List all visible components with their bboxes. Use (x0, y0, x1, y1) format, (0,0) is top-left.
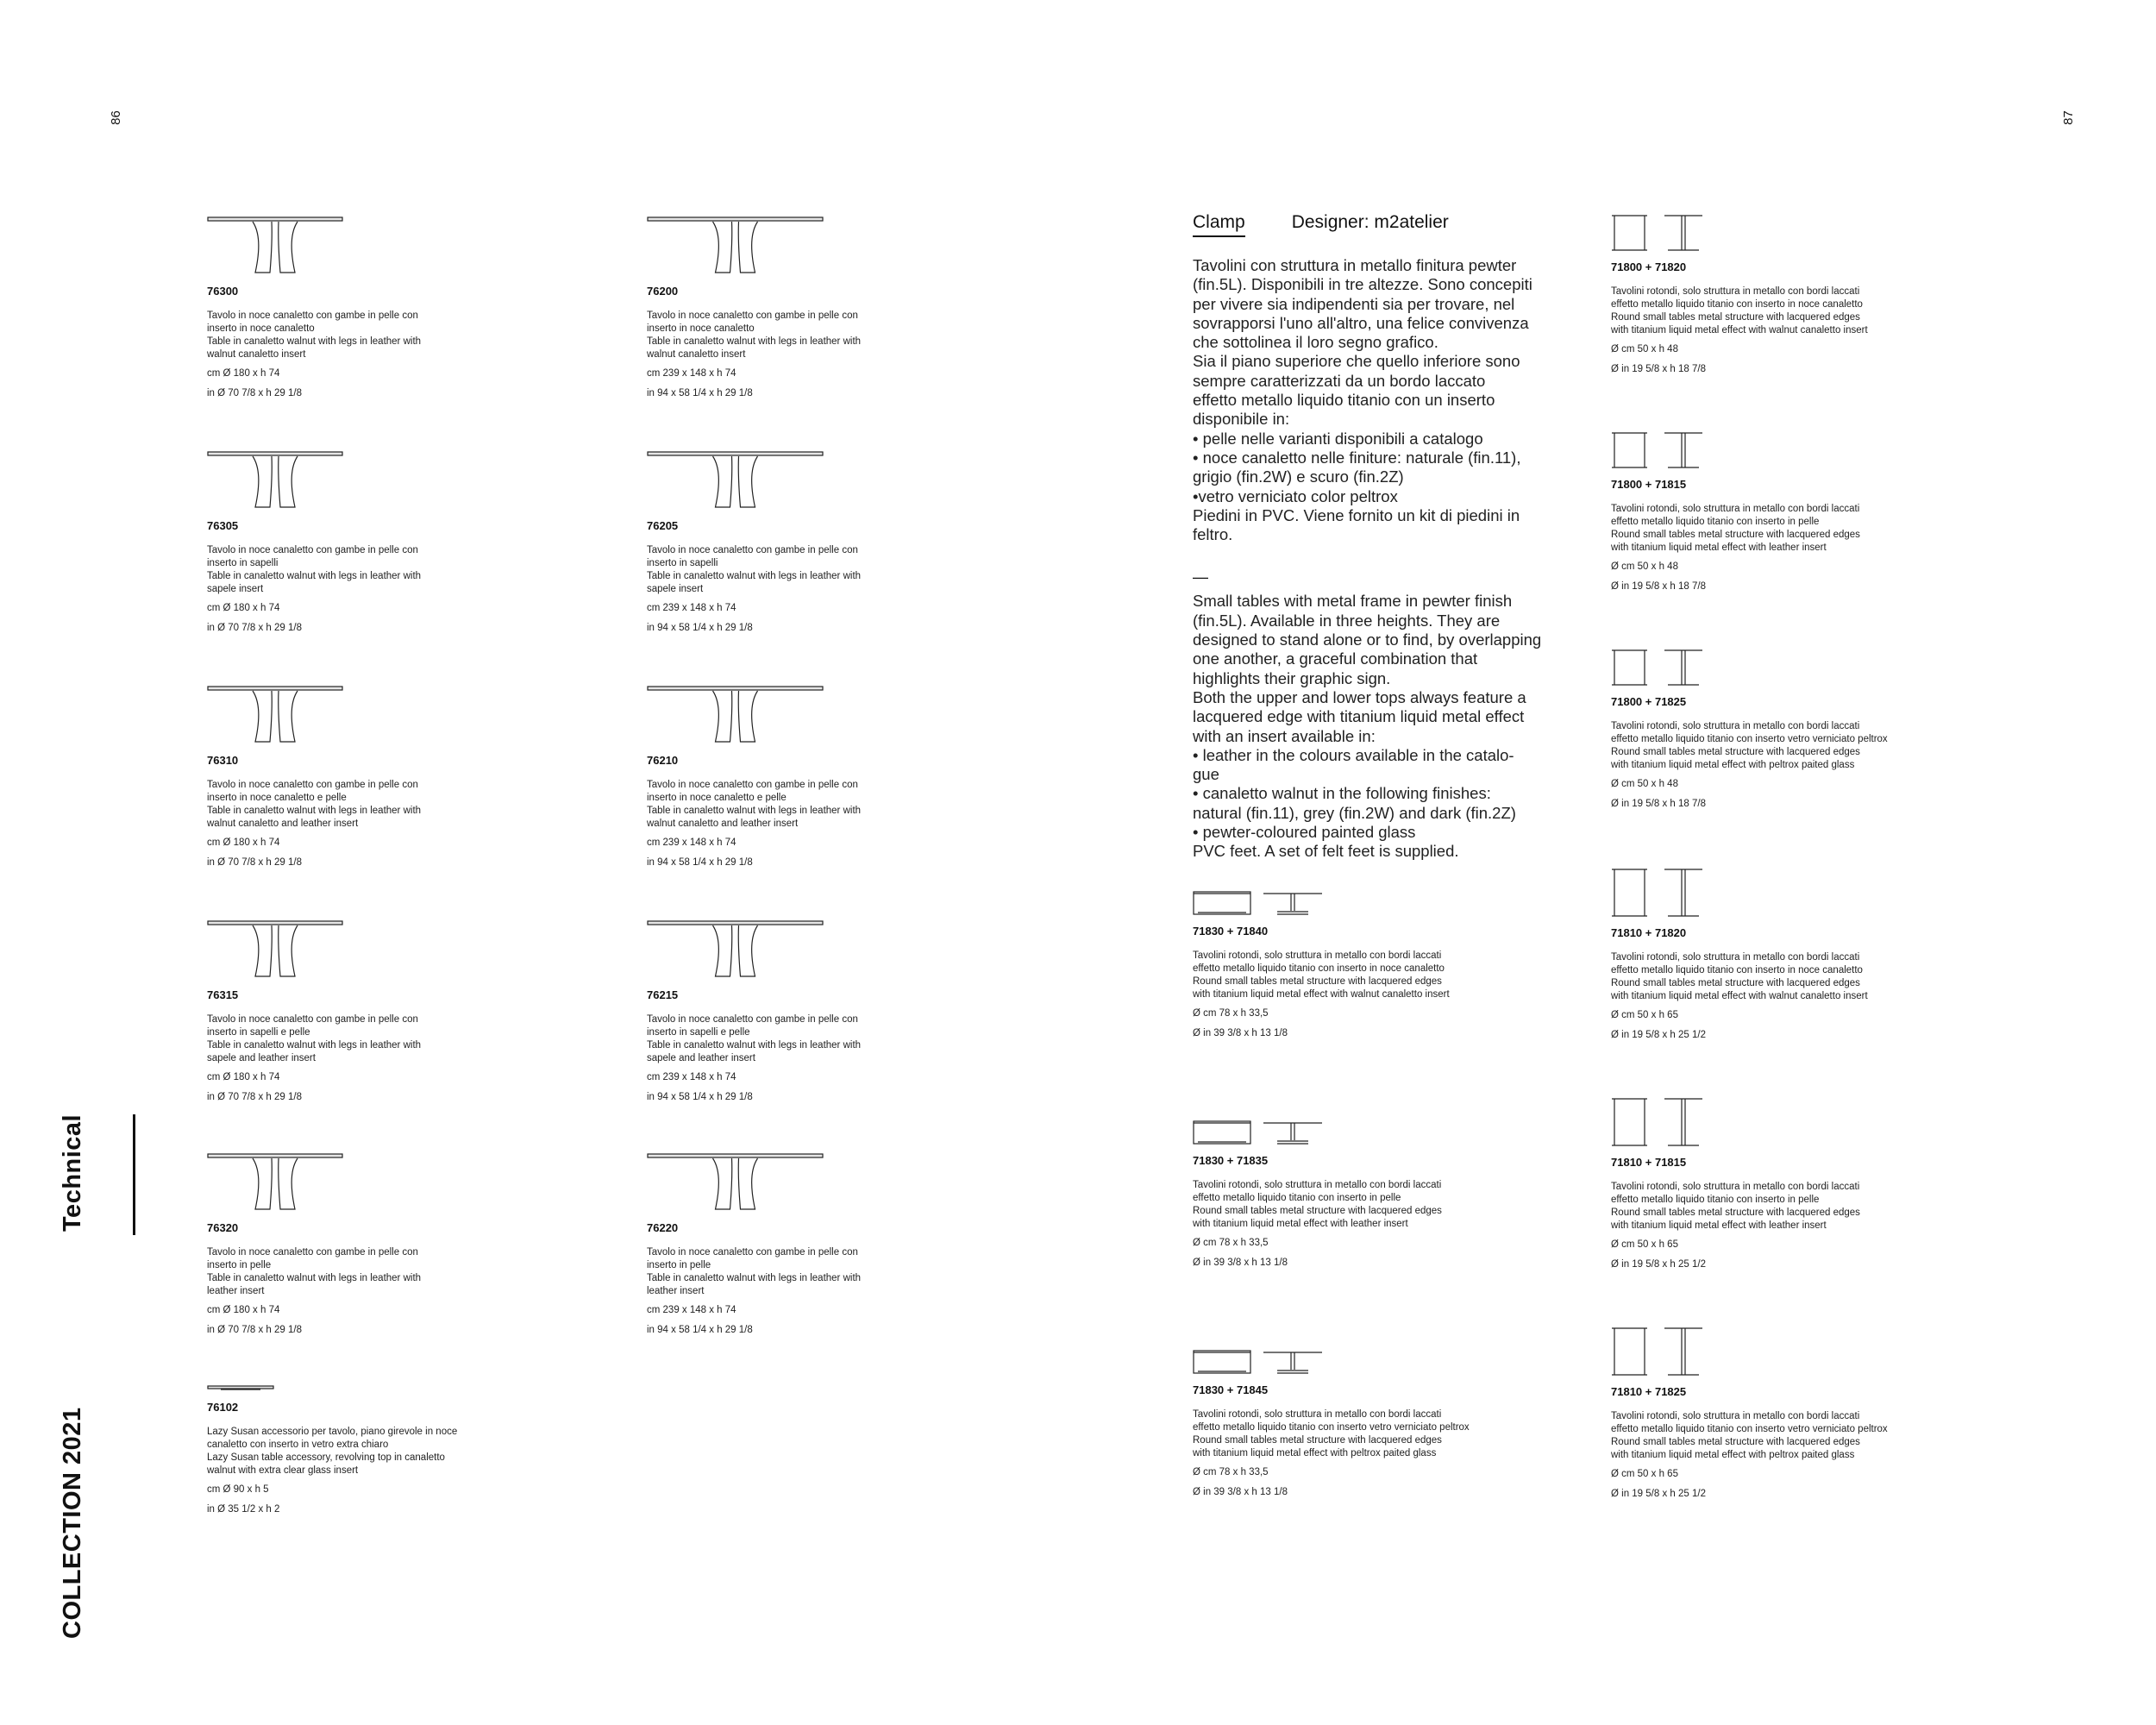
tall-side-tables-drawing (1611, 431, 1706, 471)
description-line: with titanium liquid metal effect with peltrox paited glass (1611, 760, 1855, 770)
product-item (207, 1383, 569, 1517)
dimension: in Ø 35 1/2 x h 2 (207, 1504, 280, 1515)
product-item (1611, 214, 1990, 377)
product-item (207, 216, 535, 401)
product-description (1193, 1179, 1572, 1231)
description-line: walnut with extra clear glass insert (207, 1465, 359, 1476)
product-code: 76200 (647, 285, 679, 298)
dimension: cm 239 x 148 x h 74 (647, 837, 736, 848)
clamp-text-line: natural (fin.11), grey (fin.2W) and dark (fin.2Z) (1193, 803, 1516, 822)
clamp-designer: Designer: m2atelier (1291, 212, 1449, 232)
dimension: cm Ø 180 x h 74 (207, 603, 280, 613)
description-line: Table in canaletto walnut with legs in leather with (207, 1040, 422, 1051)
dimension: Ø cm 50 x h 48 (1611, 779, 1678, 789)
clamp-text-line: feltro. (1193, 525, 1233, 544)
description-line: walnut canaletto insert (647, 349, 746, 360)
description-line: Round small tables metal structure with lacquered edges (1611, 1208, 1860, 1218)
dimension: cm Ø 180 x h 74 (207, 837, 280, 848)
dimension: Ø in 19 5/8 x h 25 1/2 (1611, 1259, 1706, 1270)
product-description (647, 310, 975, 361)
description-line: Table in canaletto walnut with legs in leather with (647, 336, 862, 347)
clamp-description (1193, 212, 1555, 862)
description-line: Tavolini rotondi, solo struttura in metallo con bordi laccati (1193, 950, 1442, 961)
clamp-text-english (1193, 592, 1555, 861)
description-line: leather insert (647, 1286, 705, 1296)
clamp-text-line: • leather in the colours available in the catalo- (1193, 745, 1514, 764)
description-line: with titanium liquid metal effect with walnut canaletto insert (1611, 325, 1868, 336)
product-description (207, 1246, 535, 1298)
description-line: walnut canaletto insert (207, 349, 306, 360)
clamp-text-line: sovrapporsi l'uno all'altro, una felice convivenza (1193, 313, 1529, 332)
product-code: 76320 (207, 1221, 239, 1234)
dimension: Ø in 39 3/8 x h 13 1/8 (1193, 1487, 1288, 1497)
product-description (647, 544, 975, 596)
description-line: Tavolini rotondi, solo struttura in metallo con bordi laccati (1611, 721, 1860, 731)
description-line: Round small tables metal structure with lacquered edges (1193, 1435, 1442, 1446)
product-code: 76215 (647, 988, 679, 1001)
collection-label: COLLECTION 2021 (59, 1407, 86, 1639)
product-code: 71830 + 71840 (1193, 925, 1269, 938)
product-description (647, 1013, 975, 1065)
description-line: inserto in sapelli (647, 558, 718, 568)
description-line: sapele and leather insert (647, 1053, 755, 1063)
clamp-text-line: • canaletto walnut in the following finishes: (1193, 784, 1491, 803)
clamp-text-line: Small tables with metal frame in pewter finish (1193, 592, 1513, 611)
clamp-text-line: Both the upper and lower tops always feature a (1193, 687, 1526, 706)
technical-rule (133, 1114, 135, 1235)
product-item (1611, 649, 1990, 812)
low-side-tables-drawing (1193, 1347, 1331, 1377)
clamp-text-line: disponibile in: (1193, 410, 1290, 429)
dimension: Ø cm 78 x h 33,5 (1193, 1008, 1269, 1019)
description-line: effetto metallo liquido titanio con inserto in noce canaletto (1611, 299, 1863, 310)
description-line: effetto metallo liquido titanio con inserto in pelle (1611, 517, 1820, 527)
product-item (1611, 868, 1990, 1043)
product-description (1193, 1408, 1572, 1460)
description-line: Round small tables metal structure with lacquered edges (1193, 976, 1442, 987)
description-line: with titanium liquid metal effect with leather insert (1193, 1219, 1408, 1229)
description-line: Tavolini rotondi, solo struttura in metallo con bordi laccati (1611, 952, 1860, 963)
clamp-text-line: Piedini in PVC. Viene fornito un kit di piedini in (1193, 505, 1520, 524)
description-line: sapele insert (207, 584, 264, 594)
description-line: sapele insert (647, 584, 704, 594)
description-line: inserto in sapelli e pelle (647, 1027, 750, 1038)
clamp-text-line: grigio (fin.2W) e scuro (fin.2Z) (1193, 467, 1404, 486)
description-line: Tavolini rotondi, solo struttura in metallo con bordi laccati (1611, 504, 1860, 514)
dimension: in Ø 70 7/8 x h 29 1/8 (207, 1325, 302, 1335)
description-line: Table in canaletto walnut with legs in leather with (207, 336, 422, 347)
product-code: 76102 (207, 1401, 239, 1414)
description-line: Tavolo in noce canaletto con gambe in pelle con (647, 780, 858, 790)
clamp-text-line: per vivere sia indipendenti sia per trovare, nel (1193, 294, 1515, 313)
product-item (207, 685, 535, 870)
dimension: Ø in 39 3/8 x h 13 1/8 (1193, 1028, 1288, 1038)
page-number-right: 87 (2060, 110, 2076, 125)
round-table-drawing (207, 1152, 343, 1214)
product-item (647, 919, 975, 1105)
description-line: Tavolo in noce canaletto con gambe in pelle con (647, 545, 858, 555)
product-code: 76220 (647, 1221, 679, 1234)
product-item (1193, 1347, 1572, 1500)
product-code: 71810 + 71815 (1611, 1156, 1687, 1169)
tall-side-tables-drawing (1611, 868, 1706, 919)
tall-side-tables-drawing (1611, 1327, 1706, 1378)
product-description (1611, 1181, 1990, 1233)
description-line: Round small tables metal structure with lacquered edges (1611, 978, 1860, 988)
product-code: 76310 (207, 754, 239, 767)
dimension: in Ø 70 7/8 x h 29 1/8 (207, 1092, 302, 1102)
dimension: cm Ø 180 x h 74 (207, 1305, 280, 1315)
technical-label: Technical (59, 1113, 86, 1232)
product-item (207, 450, 535, 636)
tall-side-tables-drawing (1611, 1097, 1706, 1149)
clamp-text-line: one another, a graceful combination that (1193, 649, 1478, 668)
dimension: cm Ø 180 x h 74 (207, 1072, 280, 1082)
rectangular-table-drawing (647, 685, 824, 747)
description-line: sapele and leather insert (207, 1053, 316, 1063)
product-description (207, 1013, 535, 1065)
round-table-drawing (207, 919, 343, 982)
dimension: Ø in 39 3/8 x h 13 1/8 (1193, 1258, 1288, 1268)
product-item (1193, 1118, 1572, 1270)
product-description (207, 1426, 569, 1477)
description-line: effetto metallo liquido titanio con inserto in pelle (1193, 1193, 1401, 1203)
product-item (647, 216, 975, 401)
dimension: Ø cm 50 x h 65 (1611, 1469, 1678, 1479)
description-line: Table in canaletto walnut with legs in leather with (647, 571, 862, 581)
dimension: Ø cm 50 x h 48 (1611, 561, 1678, 572)
clamp-text-line: (fin.5L). Available in three heights. They are (1193, 611, 1501, 630)
product-code: 76210 (647, 754, 679, 767)
product-code: 76205 (647, 519, 679, 532)
clamp-text-line: •vetro verniciato color peltrox (1193, 486, 1398, 505)
product-description (207, 310, 535, 361)
description-line: effetto metallo liquido titanio con inserto in pelle (1611, 1195, 1820, 1205)
rectangular-table-drawing (647, 216, 824, 278)
product-item (207, 919, 535, 1105)
description-line: Tavolo in noce canaletto con gambe in pelle con (207, 310, 418, 321)
round-table-drawing (207, 685, 343, 747)
product-description (207, 544, 535, 596)
product-item (647, 450, 975, 636)
dimension: in 94 x 58 1/4 x h 29 1/8 (647, 388, 753, 398)
description-line: with titanium liquid metal effect with peltrox paited glass (1193, 1448, 1437, 1458)
rectangular-table-drawing (647, 919, 824, 982)
dimension: cm 239 x 148 x h 74 (647, 368, 736, 379)
lazy-susan-drawing (207, 1383, 274, 1394)
low-side-tables-drawing (1193, 1118, 1331, 1147)
dimension: in Ø 70 7/8 x h 29 1/8 (207, 623, 302, 633)
dimension: Ø in 19 5/8 x h 18 7/8 (1611, 799, 1706, 809)
clamp-text-line: che sottolinea il loro segno grafico. (1193, 333, 1438, 352)
product-description (1611, 1410, 1990, 1462)
description-line: Tavolo in noce canaletto con gambe in pelle con (647, 1014, 858, 1025)
clamp-text-line: designed to stand alone or to find, by overlapping (1193, 630, 1542, 649)
dimension: Ø in 19 5/8 x h 25 1/2 (1611, 1489, 1706, 1499)
product-code: 71800 + 71820 (1611, 260, 1687, 273)
product-code: 71830 + 71835 (1193, 1154, 1269, 1167)
description-line: effetto metallo liquido titanio con inserto in noce canaletto (1193, 963, 1445, 974)
tall-side-tables-drawing (1611, 649, 1706, 688)
description-line: Table in canaletto walnut with legs in leather with (647, 1040, 862, 1051)
dimension: Ø cm 50 x h 48 (1611, 344, 1678, 354)
product-description (1611, 285, 1990, 337)
description-line: inserto in noce canaletto e pelle (207, 793, 347, 803)
dimension: in Ø 70 7/8 x h 29 1/8 (207, 388, 302, 398)
description-line: inserto in sapelli e pelle (207, 1027, 310, 1038)
description-line: Tavolo in noce canaletto con gambe in pelle con (207, 780, 418, 790)
dimension: Ø cm 50 x h 65 (1611, 1239, 1678, 1250)
description-line: with titanium liquid metal effect with walnut canaletto insert (1611, 991, 1868, 1001)
dimension: cm Ø 90 x h 5 (207, 1484, 269, 1495)
language-separator: — (1193, 568, 1208, 586)
description-line: Tavolo in noce canaletto con gambe in pelle con (647, 310, 858, 321)
description-line: Tavolo in noce canaletto con gambe in pelle con (207, 1247, 418, 1258)
clamp-text-line: highlights their graphic sign. (1193, 668, 1391, 687)
product-item (207, 1152, 535, 1338)
product-code: 76300 (207, 285, 239, 298)
dimension: cm 239 x 148 x h 74 (647, 1072, 736, 1082)
clamp-text-line: • noce canaletto nelle finiture: naturale (fin.11), (1193, 448, 1521, 467)
product-code: 71810 + 71820 (1611, 926, 1687, 939)
description-line: with titanium liquid metal effect with peltrox paited glass (1611, 1450, 1855, 1460)
description-line: Round small tables metal structure with lacquered edges (1611, 1437, 1860, 1447)
description-line: leather insert (207, 1286, 265, 1296)
clamp-text-line: gue (1193, 765, 1219, 784)
product-description (1611, 951, 1990, 1003)
clamp-text-line: lacquered edge with titanium liquid metal effect (1193, 707, 1525, 726)
clamp-text-line: • pelle nelle varianti disponibili a catalogo (1193, 429, 1483, 448)
description-line: Round small tables metal structure with lacquered edges (1611, 530, 1860, 540)
description-line: Table in canaletto walnut with legs in leather with (647, 1273, 862, 1283)
dimension: Ø in 19 5/8 x h 18 7/8 (1611, 581, 1706, 592)
dimension: in 94 x 58 1/4 x h 29 1/8 (647, 857, 753, 868)
clamp-text-line: PVC feet. A set of felt feet is supplied. (1193, 842, 1459, 861)
clamp-text-italian (1193, 256, 1555, 544)
product-description (1611, 720, 1990, 772)
description-line: Tavolini rotondi, solo struttura in metallo con bordi laccati (1611, 286, 1860, 297)
description-line: Table in canaletto walnut with legs in leather with (207, 571, 422, 581)
description-line: effetto metallo liquido titanio con inserto in noce canaletto (1611, 965, 1863, 975)
description-line: with titanium liquid metal effect with leather insert (1611, 543, 1827, 553)
dimension: Ø cm 78 x h 33,5 (1193, 1238, 1269, 1248)
description-line: effetto metallo liquido titanio con inserto vetro verniciato peltrox (1611, 734, 1888, 744)
clamp-title: Clamp (1193, 212, 1245, 237)
description-line: Round small tables metal structure with lacquered edges (1193, 1206, 1442, 1216)
description-line: Tavolini rotondi, solo struttura in metallo con bordi laccati (1611, 1411, 1860, 1421)
dimension: in 94 x 58 1/4 x h 29 1/8 (647, 623, 753, 633)
clamp-text-line: (fin.5L). Disponibili in tre altezze. Sono concepiti (1193, 275, 1532, 294)
dimension: in Ø 70 7/8 x h 29 1/8 (207, 857, 302, 868)
description-line: Tavolo in noce canaletto con gambe in pelle con (207, 1014, 418, 1025)
product-item (647, 1152, 975, 1338)
description-line: Table in canaletto walnut with legs in leather with (207, 1273, 422, 1283)
dimension: Ø cm 78 x h 33,5 (1193, 1467, 1269, 1477)
low-side-tables-drawing (1193, 888, 1331, 918)
product-code: 76305 (207, 519, 239, 532)
clamp-text-line: • pewter-coloured painted glass (1193, 823, 1416, 842)
description-line: Tavolo in noce canaletto con gambe in pelle con (647, 1247, 858, 1258)
description-line: inserto in pelle (647, 1260, 711, 1270)
product-code: 76315 (207, 988, 239, 1001)
description-line: Lazy Susan table accessory, revolving top in canaletto (207, 1452, 445, 1463)
product-item (1611, 1097, 1990, 1272)
dimension: cm 239 x 148 x h 74 (647, 603, 736, 613)
description-line: with titanium liquid metal effect with walnut canaletto insert (1193, 989, 1450, 1000)
description-line: Table in canaletto walnut with legs in leather with (647, 806, 862, 816)
product-item (1193, 888, 1572, 1041)
description-line: Tavolini rotondi, solo struttura in metallo con bordi laccati (1193, 1180, 1442, 1190)
description-line: inserto in noce canaletto (207, 323, 315, 334)
product-description (207, 779, 535, 831)
product-description (647, 779, 975, 831)
product-code: 71800 + 71815 (1611, 478, 1687, 491)
product-item (1611, 1327, 1990, 1502)
clamp-text-line: Tavolini con struttura in metallo finitura pewter (1193, 256, 1517, 274)
dimension: Ø in 19 5/8 x h 25 1/2 (1611, 1030, 1706, 1040)
dimension: in 94 x 58 1/4 x h 29 1/8 (647, 1325, 753, 1335)
page-number-left: 86 (108, 110, 123, 125)
product-code: 71810 + 71825 (1611, 1385, 1687, 1398)
clamp-text-line: sempre caratterizzati da un bordo laccato (1193, 371, 1486, 390)
description-line: walnut canaletto and leather insert (207, 819, 359, 829)
product-item (1611, 431, 1990, 594)
round-table-drawing (207, 450, 343, 512)
description-line: Round small tables metal structure with lacquered edges (1611, 312, 1860, 323)
description-line: inserto in noce canaletto (647, 323, 755, 334)
dimension: in 94 x 58 1/4 x h 29 1/8 (647, 1092, 753, 1102)
description-line: inserto in sapelli (207, 558, 279, 568)
rectangular-table-drawing (647, 450, 824, 512)
tall-side-tables-drawing (1611, 214, 1706, 254)
description-line: Tavolo in noce canaletto con gambe in pelle con (207, 545, 418, 555)
round-table-drawing (207, 216, 343, 278)
description-line: with titanium liquid metal effect with leather insert (1611, 1220, 1827, 1231)
description-line: Lazy Susan accessorio per tavolo, piano girevole in noce (207, 1427, 458, 1437)
description-line: Tavolini rotondi, solo struttura in metallo con bordi laccati (1611, 1182, 1860, 1192)
product-code: 71800 + 71825 (1611, 695, 1687, 708)
dimension: Ø in 19 5/8 x h 18 7/8 (1611, 364, 1706, 374)
product-code: 71830 + 71845 (1193, 1383, 1269, 1396)
product-description (1193, 950, 1572, 1001)
description-line: Table in canaletto walnut with legs in leather with (207, 806, 422, 816)
description-line: canaletto con inserto in vetro extra chiaro (207, 1440, 389, 1450)
description-line: Tavolini rotondi, solo struttura in metallo con bordi laccati (1193, 1409, 1442, 1420)
rectangular-table-drawing (647, 1152, 824, 1214)
clamp-text-line: effetto metallo liquido titanio con un inserto (1193, 391, 1495, 410)
product-description (1611, 503, 1990, 555)
clamp-text-line: Sia il piano superiore che quello inferiore sono (1193, 352, 1520, 371)
dimension: Ø cm 50 x h 65 (1611, 1010, 1678, 1020)
dimension: cm 239 x 148 x h 74 (647, 1305, 736, 1315)
description-line: effetto metallo liquido titanio con inserto vetro verniciato peltrox (1193, 1422, 1470, 1433)
clamp-text-line: with an insert available in: (1193, 726, 1376, 745)
product-description (647, 1246, 975, 1298)
description-line: effetto metallo liquido titanio con inserto vetro verniciato peltrox (1611, 1424, 1888, 1434)
description-line: Round small tables metal structure with lacquered edges (1611, 747, 1860, 757)
description-line: walnut canaletto and leather insert (647, 819, 799, 829)
product-item (647, 685, 975, 870)
dimension: cm Ø 180 x h 74 (207, 368, 280, 379)
description-line: inserto in pelle (207, 1260, 272, 1270)
description-line: inserto in noce canaletto e pelle (647, 793, 787, 803)
